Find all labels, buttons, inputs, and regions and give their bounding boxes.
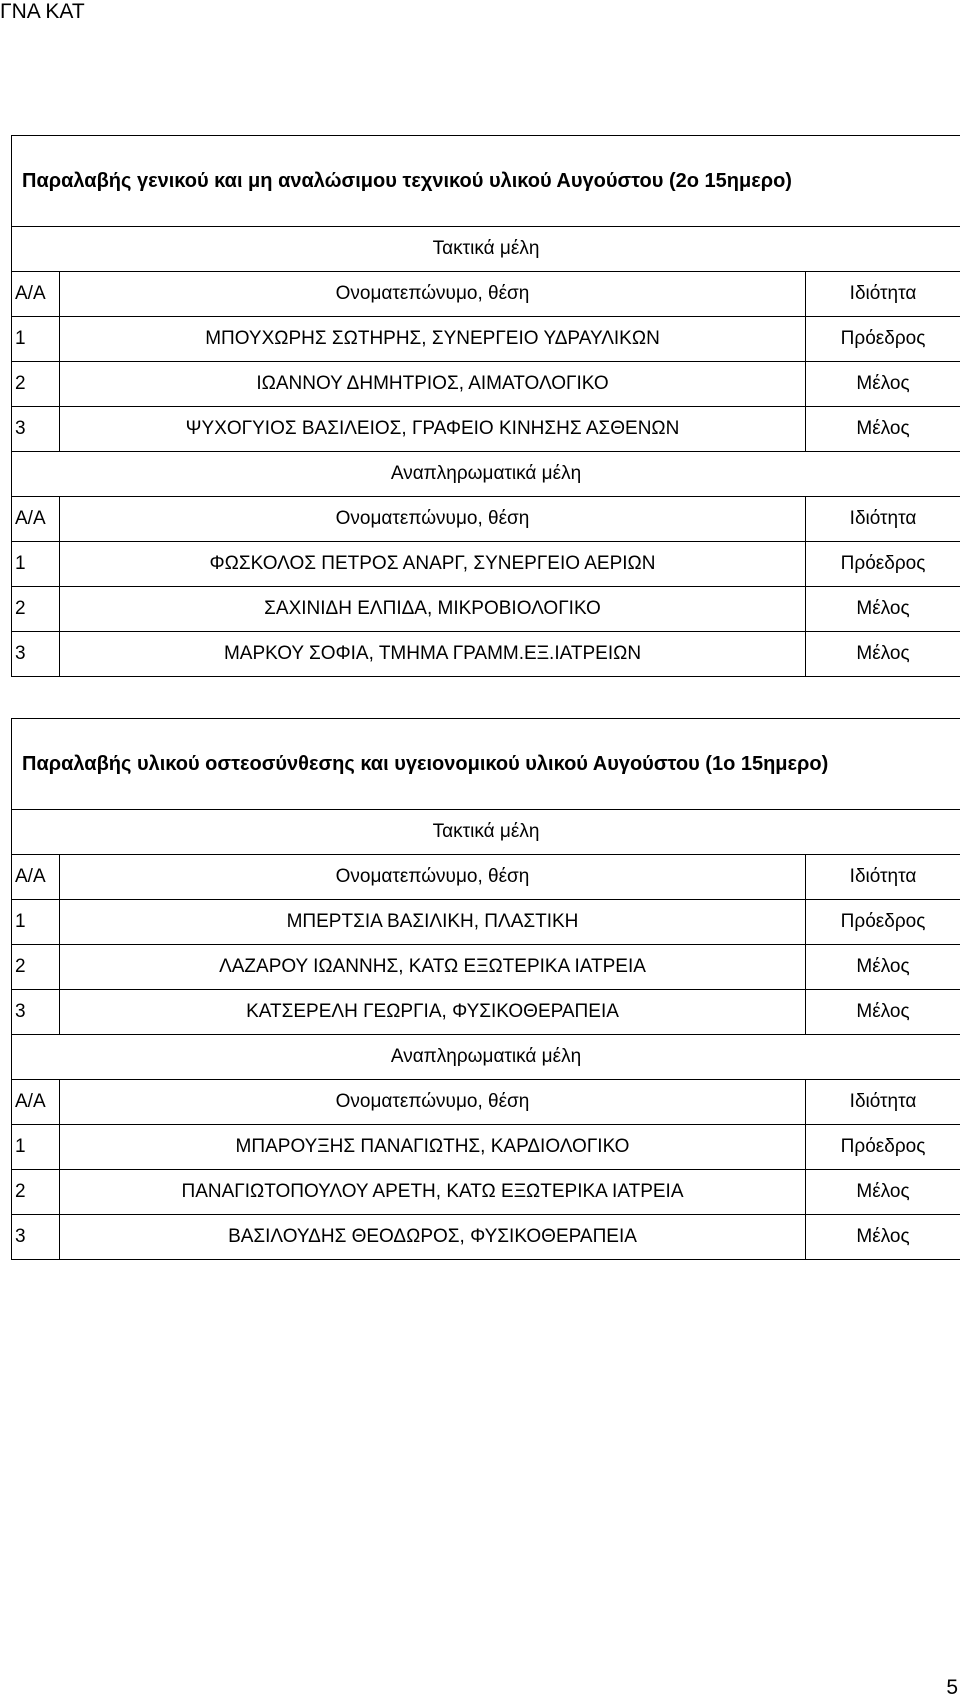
member-role: Πρόεδρος — [806, 317, 960, 362]
member-role: Μέλος — [806, 1170, 960, 1215]
row-number: 2 — [12, 587, 60, 632]
table-row — [12, 900, 960, 945]
member-role: Μέλος — [806, 362, 960, 407]
row-number: 1 — [12, 542, 60, 587]
row-number: 3 — [12, 990, 60, 1035]
member-name: ΦΩΣΚΟΛΟΣ ΠΕΤΡΟΣ ΑΝΑΡΓ, ΣΥΝΕΡΓΕΙΟ ΑΕΡΙΩΝ — [60, 542, 806, 587]
column-header-aa: Α/Α — [12, 272, 60, 317]
table-row — [12, 1125, 960, 1170]
row-number: 2 — [12, 362, 60, 407]
member-role: Μέλος — [806, 632, 960, 677]
table-row — [12, 407, 960, 452]
column-header-aa: Α/Α — [12, 855, 60, 900]
member-role: Μέλος — [806, 945, 960, 990]
member-name: ΒΑΣΙΛΟΥΔΗΣ ΘΕΟΔΩΡΟΣ, ΦΥΣΙΚΟΘΕΡΑΠΕΙΑ — [60, 1215, 806, 1260]
row-number: 3 — [12, 632, 60, 677]
column-header-name: Ονοματεπώνυμο, θέση — [60, 497, 806, 542]
table-row — [12, 587, 960, 632]
column-header-aa: Α/Α — [12, 497, 60, 542]
column-header-name: Ονοματεπώνυμο, θέση — [60, 855, 806, 900]
table-row — [12, 1215, 960, 1260]
row-number: 2 — [12, 945, 60, 990]
alternate-members-label: Αναπληρωματικά μέλη — [12, 452, 960, 497]
group-row — [12, 227, 960, 272]
regular-members-label: Τακτικά μέλη — [12, 810, 960, 855]
column-header-aa: Α/Α — [12, 1080, 60, 1125]
member-name: ΜΠΑΡΟΥΞΗΣ ΠΑΝΑΓΙΩΤΗΣ, ΚΑΡΔΙΟΛΟΓΙΚΟ — [60, 1125, 806, 1170]
column-header-role: Ιδιότητα — [806, 272, 960, 317]
member-role: Μέλος — [806, 990, 960, 1035]
row-number: 3 — [12, 1215, 60, 1260]
column-header-role: Ιδιότητα — [806, 497, 960, 542]
group-row — [12, 452, 960, 497]
member-name: ΜΠΟΥΧΩΡΗΣ ΣΩΤΗΡΗΣ, ΣΥΝΕΡΓΕΙΟ ΥΔΡΑΥΛΙΚΩΝ — [60, 317, 806, 362]
member-role: Πρόεδρος — [806, 900, 960, 945]
committee-table — [11, 135, 960, 677]
row-number: 3 — [12, 407, 60, 452]
page-number: 5 — [946, 1676, 958, 1699]
column-header-row — [12, 272, 960, 317]
column-header-name: Ονοματεπώνυμο, θέση — [60, 1080, 806, 1125]
table-row — [12, 632, 960, 677]
committee-title: Παραλαβής υλικού οστεοσύνθεσης και υγειονομικού υλικού Αυγούστου (1ο 15ημερο) — [12, 719, 960, 810]
table-row — [12, 1170, 960, 1215]
column-header-row — [12, 497, 960, 542]
member-name: ΚΑΤΣΕΡΕΛΗ ΓΕΩΡΓΙΑ, ΦΥΣΙΚΟΘΕΡΑΠΕΙΑ — [60, 990, 806, 1035]
table-row — [12, 317, 960, 362]
member-name: ΠΑΝΑΓΙΩΤΟΠΟΥΛΟΥ ΑΡΕΤΗ, ΚΑΤΩ ΕΞΩΤΕΡΙΚΑ ΙΑΤΡΕΙΑ — [60, 1170, 806, 1215]
table-row — [12, 362, 960, 407]
member-name: ΙΩΑΝΝΟΥ ΔΗΜΗΤΡΙΟΣ, ΑΙΜΑΤΟΛΟΓΙΚΟ — [60, 362, 806, 407]
row-number: 2 — [12, 1170, 60, 1215]
committee-title-row — [12, 136, 960, 227]
group-row — [12, 810, 960, 855]
committee-title: Παραλαβής γενικού και μη αναλώσιμου τεχνικού υλικού Αυγούστου (2ο 15ημερο) — [12, 136, 960, 227]
member-name: ΛΑΖΑΡΟΥ ΙΩΑΝΝΗΣ, ΚΑΤΩ ΕΞΩΤΕΡΙΚΑ ΙΑΤΡΕΙΑ — [60, 945, 806, 990]
member-name: ΨΥΧΟΓΥΙΟΣ ΒΑΣΙΛΕΙΟΣ, ΓΡΑΦΕΙΟ ΚΙΝΗΣΗΣ ΑΣΘΕΝΩΝ — [60, 407, 806, 452]
row-number: 1 — [12, 900, 60, 945]
member-role: Μέλος — [806, 407, 960, 452]
alternate-members-label: Αναπληρωματικά μέλη — [12, 1035, 960, 1080]
table-row — [12, 945, 960, 990]
table-row — [12, 542, 960, 587]
page-header: ΓΝΑ ΚΑΤ — [0, 0, 85, 23]
row-number: 1 — [12, 317, 60, 362]
group-row — [12, 1035, 960, 1080]
column-header-name: Ονοματεπώνυμο, θέση — [60, 272, 806, 317]
regular-members-label: Τακτικά μέλη — [12, 227, 960, 272]
member-name: ΣΑΧΙΝΙΔΗ ΕΛΠΙΔΑ, ΜΙΚΡΟΒΙΟΛΟΓΙΚΟ — [60, 587, 806, 632]
committee-title-row — [12, 719, 960, 810]
column-header-role: Ιδιότητα — [806, 1080, 960, 1125]
member-role: Μέλος — [806, 587, 960, 632]
member-role: Πρόεδρος — [806, 1125, 960, 1170]
committee-table — [11, 718, 960, 1260]
column-header-row — [12, 1080, 960, 1125]
member-name: ΜΠΕΡΤΣΙΑ ΒΑΣΙΛΙΚΗ, ΠΛΑΣΤΙΚΗ — [60, 900, 806, 945]
member-name: ΜΑΡΚΟΥ ΣΟΦΙΑ, ΤΜΗΜΑ ΓΡΑΜΜ.ΕΞ.ΙΑΤΡΕΙΩΝ — [60, 632, 806, 677]
row-number: 1 — [12, 1125, 60, 1170]
table-row — [12, 990, 960, 1035]
member-role: Πρόεδρος — [806, 542, 960, 587]
column-header-role: Ιδιότητα — [806, 855, 960, 900]
member-role: Μέλος — [806, 1215, 960, 1260]
column-header-row — [12, 855, 960, 900]
